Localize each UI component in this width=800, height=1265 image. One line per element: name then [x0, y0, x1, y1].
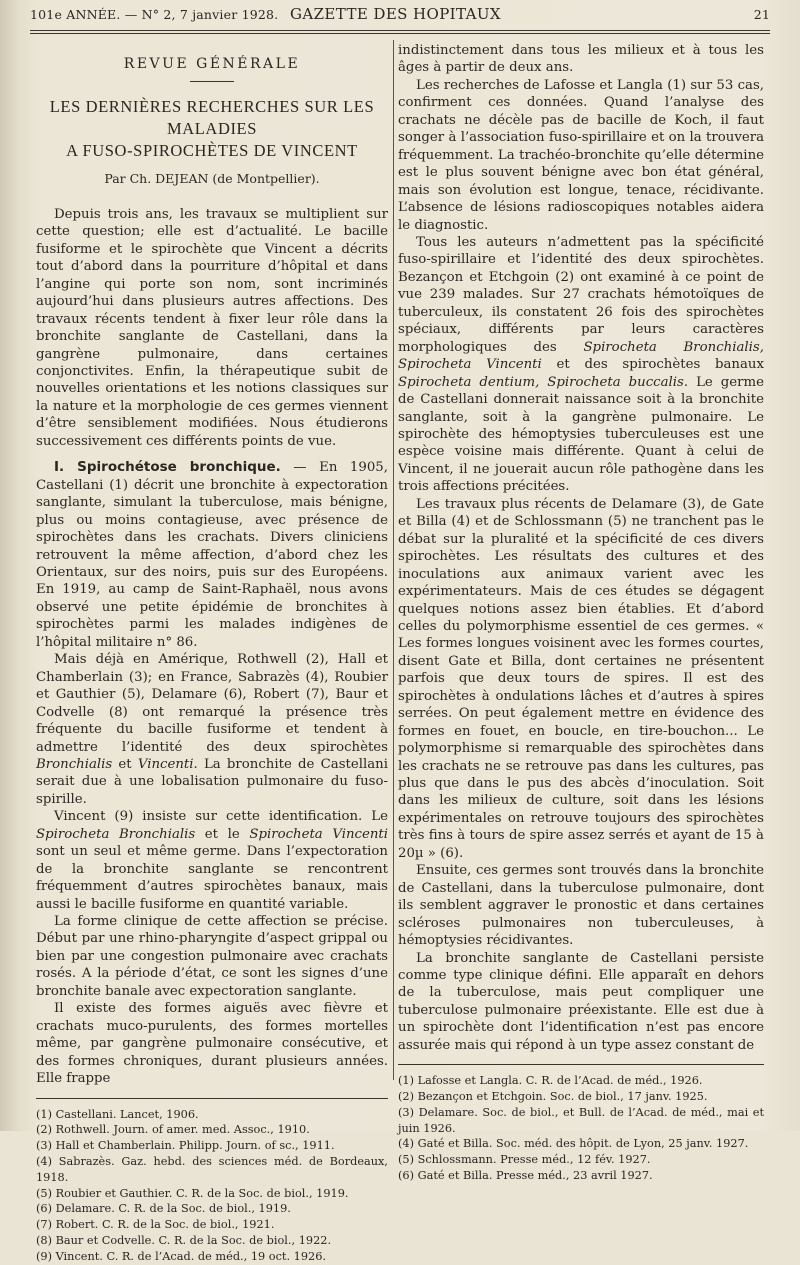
section-kicker: REVUE GÉNÉRALE [123, 56, 301, 72]
footnotes-left [36, 1107, 388, 1265]
section1-paragraph4: La forme clinique de cette affection se précise. Début par une rhino-pharyngite d’aspect grippal ou bien par une congestion pulmonaire avec crachats rosés. A la période d’état, ce sont les signes d’une bronchite banale avec expectoration sanglante. [36, 914, 388, 999]
section1-paragraph1 [36, 459, 388, 651]
footnote: (2) Bezançon et Etchgoin. Soc. de biol., 17 janv. 1925. [398, 1090, 708, 1104]
footnotes-right [398, 1073, 764, 1184]
article-byline: Par Ch. DEJEAN (de Montpellier). [104, 171, 320, 187]
right-paragraph6: La bronchite sanglante de Castellani persiste comme type clinique défini. Elle apparaît en dehors de la tuberculose, mais peut compliquer une tuberculose pulmonaire préexistante. Elle est due à un spirochète dont l’identification n’est pas encore assurée mais qui répond à un type assez constant de [398, 950, 764, 1053]
header-rule [30, 30, 770, 31]
right-paragraph4: Les travaux plus récents de Delamare (3), de Gate et Billa (4) et de Schlossmann (5) ne tranchent pas le débat sur la pluralité et la spécificité de ces divers spirochètes. Les résultats des cultures et des inoculations aux animaux varient avec les expérimentateurs. Mais de ces études se dégagent quelques notions assez bien établies. Et d’abord celles du polymorphisme essentiel de ces germes. « Les formes longues voisinent avec les formes courtes, disent Gate et Billa, dont certaines ne présentent parfois que deux tours de spires. Il est des spirochètes à ondulations lâches et d’autres à spires serrées. On peut également mettre en évidence des formes en fouet, en boucle, en tire-bouchon... Le polymorphisme si remarquable des spirochètes dans les crachats ne se retrouve pas dans les cultures, pas plus que dans le pus des abcès d’inoculation. Soit dans les milieux de culture, soit dans les lésions expérimentales on retrouve toujours des spirochètes très fins à tours de spire assez serrés et ayant de 15 à 20µ » (6). [398, 496, 764, 861]
column-divider [393, 40, 394, 1080]
footnote: (7) Robert. C. R. de la Soc. de biol., 1921. [36, 1218, 275, 1232]
section1-paragraph2: Mais déjà en Amérique, Rothwell (2), Hall et Chamberlain (3); en France, Sabrazès (4), Roubier et Gauthier (5), Delamare (6), Robert (7), Baur et Codvelle (8) ont remarqué la présence très fréquente du bacille fusiforme et tendent à admettre l’identité des deux spirochètes Bronchialis et Vincenti. La bronchite de Castellani serait due à une lobalisation pulmonaire du fuso-spirille. [36, 652, 388, 807]
section1-paragraph3: Vincent (9) insiste sur cette identification. Le Spirocheta Bronchialis et le Spirocheta Vincenti sont un seul et même germe. Dans l’expectoration de la bronchite sanglante se rencontrent fréquemment d’autres spirochètes banaux, mais aussi le bacille fusiforme en quantité variable. [36, 809, 388, 912]
issue-info: 101e ANNÉE. — N° 2, 7 janvier 1928. [30, 7, 279, 22]
intro-paragraph: Depuis trois ans, les travaux se multiplient sur cette question; elle est d’actualité. Le bacille fusiforme et le spirochète que Vincent a décrits tout d’abord dans la pourriture d’hôpital et dans l’angine qui porte son nom, sont incriminés aujourd’hui dans plusieurs autres affections. Des travaux récents tendent à fixer leur rôle dans la bronchite sanglante de Castellani, dans la gangrène pulmonaire, dans certaines conjonctivites. Enfin, la thérapeutique subit de nouvelles orientations et les notions classiques sur la nature et la morphologie de ces germes viennent d’être sensiblement modifiées. Nous étudierons successivement ces différents points de vue. [36, 206, 388, 449]
footnote: (3) Hall et Chamberlain. Philipp. Journ. of sc., 1911. [36, 1139, 335, 1153]
right-paragraph2: Les recherches de Lafosse et Langla (1) sur 53 cas, confirment ces données. Quand l’analyse des crachats ne décèle pas de bacille de Koch, il faut songer à l’association fuso-spirillaire et on la trouvera fréquemment. La trachéo-bronchite qu’elle détermine est le plus souvent bénigne avec bon état général, mais son évolution est longue, tenace, récidivante. L’absence de lésions radioscopiques notables aidera le diagnostic. [398, 77, 764, 233]
footnote-rule-right [398, 1064, 764, 1065]
journal-title: GAZETTE DES HOPITAUX [290, 5, 501, 23]
right-column [398, 42, 764, 1184]
footnote: (5) Schlossmann. Presse méd., 12 fév. 1927. [398, 1153, 651, 1167]
footnote: (5) Roubier et Gauthier. C. R. de la Soc. de biol., 1919. [36, 1186, 349, 1200]
section1-heading: I. Spirochétose bronchique. [54, 459, 281, 476]
page-number: 21 [753, 7, 770, 22]
footnote: (6) Gaté et Billa. Presse méd., 23 avril 1927. [398, 1169, 653, 1183]
right-paragraph3: Tous les auteurs n’admettent pas la spécificité fuso-spirillaire et l’identité des deux spirochètes. Bezançon et Etchgoin (2) ont examiné à ce point de vue 239 malades. Sur 27 crachats hémotoïques de tuberculeux, ils constatent 26 fois des spirochètes spéciaux, différents par leurs caractères morphologiques des Spirocheta Bronchialis, Spirocheta Vincenti et des spirochètes banaux Spirocheta dentium, Spirocheta buccalis. Le germe de Castellani donnerait naissance soit à la bronchite sanglante, soit à la gangrène pulmonaire. Le spirochète des hémoptysies tuberculeuses est une espèce voisine mais différente. Quant à celui de Vincent, il ne jouerait aucun rôle pathogène dans les trois affections précitées. [398, 234, 764, 495]
footnote: (6) Delamare. C. R. de la Soc. de biol., 1919. [36, 1202, 291, 1216]
right-paragraph1: indistinctement dans tous les milieux et à tous les âges à partir de deux ans. [398, 43, 764, 76]
footnote: (4) Sabrazès. Gaz. hebd. des sciences méd. de Bordeaux, 1918. [36, 1154, 388, 1184]
left-column [36, 42, 388, 1265]
article-title-line2: A FUSO-SPIROCHÈTES DE VINCENT [66, 141, 358, 161]
footnote: (8) Baur et Codvelle. C. R. de la Soc. de biol., 1922. [36, 1233, 332, 1247]
footnote: (3) Delamare. Soc. de biol., et Bull. de l’Acad. de méd., mai et juin 1926. [398, 1105, 764, 1135]
footnote: (4) Gaté et Billa. Soc. méd. des hôpit. de Lyon, 25 janv. 1927. [398, 1137, 749, 1151]
header-rule-double [30, 33, 770, 34]
page-header [30, 4, 770, 26]
article-title-line1: LES DERNIÈRES RECHERCHES SUR LES MALADIES [49, 97, 375, 139]
footnote: (1) Castellani. Lancet, 1906. [36, 1107, 199, 1121]
section1-p1-text: — En 1905, Castellani (1) décrit une bronchite à expectoration sanglante, simulant la tuberculose, mais bénigne, plus ou moins contagieuse, avec présence de spirochètes dans les crachats. Divers cliniciens retrouvent la même affection, d’abord chez les Orientaux, sur des noirs, puis sur des Européens. En 1919, au camp de Saint-Raphaël, nous avons observé une petite épidémie de bronchites à spirochètes parmi les malades indigènes de l’hôpital militaire n° 86. [36, 460, 388, 650]
footnote-rule-left [36, 1098, 388, 1099]
footnote: (9) Vincent. C. R. de l’Acad. de méd., 19 oct. 1926. [36, 1249, 326, 1263]
section1-paragraph5: Il existe des formes aiguës avec fièvre et crachats muco-purulents, des formes mortelles même, par gangrène pulmonaire consécutive, et des formes chroniques, durant plusieurs années. Elle frappe [36, 1001, 388, 1087]
right-paragraph5: Ensuite, ces germes sont trouvés dans la bronchite de Castellani, dans la tuberculose pulmonaire, dont ils semblent aggraver le pronostic et dans certaines scléroses pulmonaires non tuberculeuses, à hémoptysies récidivantes. [398, 863, 764, 949]
footnote: (2) Rothwell. Journ. of amer. med. Assoc., 1910. [36, 1123, 310, 1137]
footnote: (1) Lafosse et Langla. C. R. de l’Acad. de méd., 1926. [398, 1074, 703, 1088]
kicker-rule [190, 81, 234, 82]
